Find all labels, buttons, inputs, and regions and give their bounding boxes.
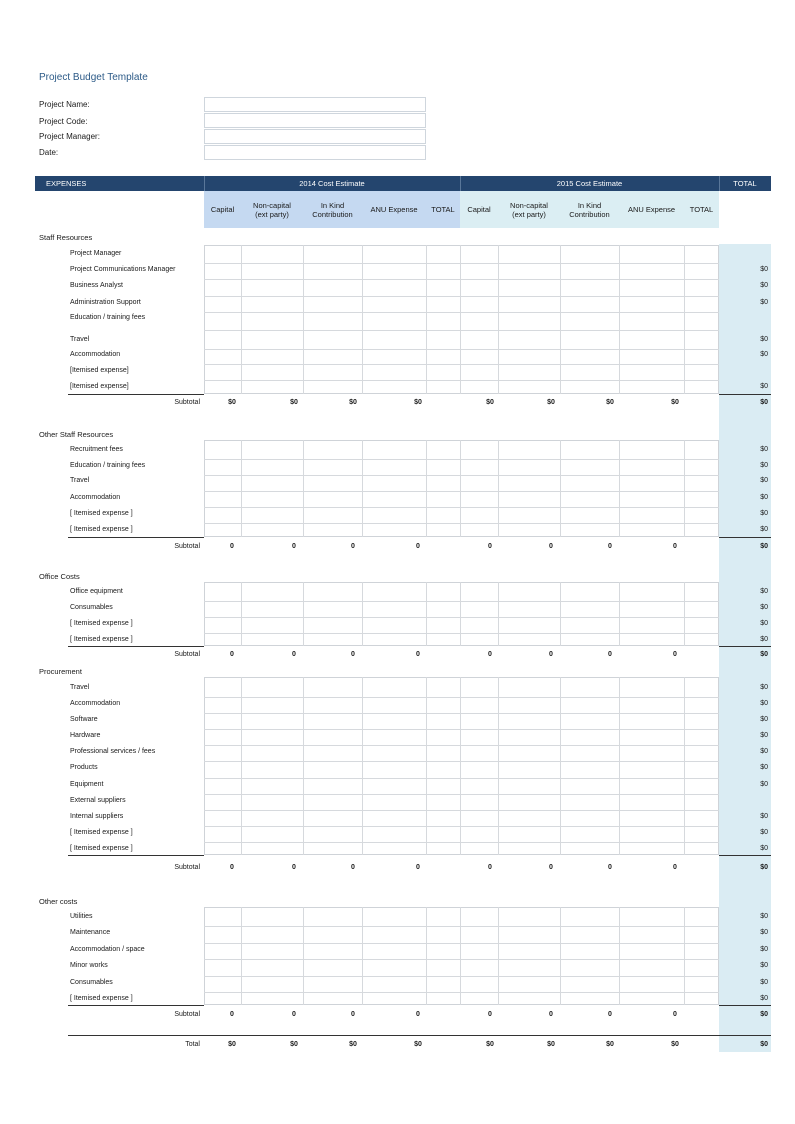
grand-total-value: $0 [349,1041,357,1048]
section-underline [719,855,771,856]
grid-column-line [560,245,561,394]
subtotal-value: $0 [228,399,236,406]
section-grid [204,245,719,394]
row-label: Consumables [70,604,113,611]
grid-column-line [498,907,499,1005]
grid-column-line [684,677,685,855]
subtotal-label: Subtotal [174,651,200,658]
date-label: Date: [39,148,59,157]
row-label: [ Itemised expense ] [70,636,133,643]
grid-column-line [241,245,242,394]
column-header: Non-capital (ext party) [510,201,548,219]
grid-row-line [204,713,719,714]
subtotal-value: 0 [230,864,234,871]
row-label: Products [70,764,98,771]
row-total: $0 [760,962,768,969]
row-total: $0 [760,620,768,627]
grid-column-line [460,582,461,646]
section-underline [719,646,771,647]
subtotal-value: $0 [290,399,298,406]
subtotal-value: 0 [673,864,677,871]
grid-column-line [303,907,304,1005]
subtotal-value: 0 [230,543,234,550]
row-total: $0 [760,477,768,484]
section-underline [68,394,204,395]
subtotal-value: 0 [673,651,677,658]
row-total: $0 [760,946,768,953]
subtotal-value: 0 [416,651,420,658]
subtotal-value: 0 [608,864,612,871]
section-underline [68,646,204,647]
grid-row-line [204,330,719,331]
row-label: Accommodation [70,351,121,358]
grid-row-line [204,842,719,843]
grid-column-line [460,677,461,855]
row-label: [Itemised expense] [70,367,129,374]
grand-total-value: $0 [547,1041,555,1048]
column-header: Capital [467,205,491,214]
row-label: Accommodation [70,700,121,707]
grid-column-line [560,677,561,855]
grid-column-line [362,245,363,394]
total-header: TOTAL [733,179,757,188]
grid-row-line [204,926,719,927]
grid-row-line [204,364,719,365]
row-total: $0 [760,813,768,820]
grid-column-line [460,907,461,1005]
row-total: $0 [760,764,768,771]
grid-column-line [460,245,461,394]
subtotal-value: 0 [416,543,420,550]
column-header: In Kind Contribution [569,201,610,219]
subtotal-value: 0 [608,1011,612,1018]
section-underline [68,855,204,856]
grid-row-line [204,826,719,827]
row-total: $0 [760,913,768,920]
row-label: Accommodation [70,494,121,501]
row-total: $0 [760,526,768,533]
row-total: $0 [760,748,768,755]
row-total: $0 [760,336,768,343]
column-header: ANU Expense [627,205,676,214]
grid-column-line [498,245,499,394]
row-label: Education / training fees [70,314,146,321]
row-label: [Itemised expense] [70,383,129,390]
row-label: [ Itemised expense ] [70,995,133,1002]
grid-column-line [426,245,427,394]
subtotal-total: $0 [760,651,768,658]
project-code-label: Project Code: [39,117,88,126]
subtotal-total: $0 [760,1011,768,1018]
grid-row-line [204,491,719,492]
row-label: Recruitment fees [70,446,123,453]
subtotal-value: 0 [416,1011,420,1018]
grid-column-line [362,907,363,1005]
header-divider [204,176,205,191]
row-total: $0 [760,266,768,273]
row-label: Business Analyst [70,282,123,289]
subtotal-value: $0 [671,399,679,406]
grid-column-line [303,677,304,855]
project-manager-label: Project Manager: [39,132,100,141]
grid-row-line [204,697,719,698]
grid-column-line [619,245,620,394]
grid-row-line [204,761,719,762]
row-total: $0 [760,282,768,289]
grid-column-line [498,582,499,646]
row-label: [ Itemised expense ] [70,845,133,852]
grid-row-line [204,633,719,634]
subtotal-total: $0 [760,399,768,406]
grid-row-line [204,729,719,730]
subtotal-value: 0 [549,1011,553,1018]
project-code-field[interactable] [204,113,426,128]
grid-column-line [619,677,620,855]
row-label: [ Itemised expense ] [70,526,133,533]
row-total: $0 [760,351,768,358]
grand-total-value: $0 [671,1041,679,1048]
subtotal-value: 0 [608,651,612,658]
expenses-header: EXPENSES [46,179,87,188]
row-total: $0 [760,995,768,1002]
grand-total-line [68,1035,771,1036]
estimate-2014-header: 2014 Cost Estimate [299,179,365,188]
section-underline [719,1005,771,1006]
row-total: $0 [760,732,768,739]
row-label: Consumables [70,979,113,986]
row-label: Maintenance [70,929,111,936]
grid-column-line [560,907,561,1005]
page-title: Project Budget Template [39,72,148,83]
subtotal-value: 0 [351,543,355,550]
row-label: Equipment [70,781,104,788]
grid-row-line [204,601,719,602]
grid-row-line [204,507,719,508]
grid-row-line [204,263,719,264]
column-header: Non-capital (ext party) [253,201,291,219]
grid-column-line [426,582,427,646]
row-label: Minor works [70,962,108,969]
grand-total-value: $0 [606,1041,614,1048]
grid-column-line [684,245,685,394]
subtotal-value: 0 [488,864,492,871]
subtotal-value: 0 [230,1011,234,1018]
grid-row-line [204,810,719,811]
subtotal-value: 0 [549,543,553,550]
subtotal-value: 0 [549,651,553,658]
subtotal-value: 0 [608,543,612,550]
section-grid [204,907,719,1005]
section-title: Staff Resources [39,233,93,242]
subtotal-label: Subtotal [174,864,200,871]
subtotal-label: Subtotal [174,1011,200,1018]
grid-row-line [204,296,719,297]
project-manager-field[interactable] [204,129,426,144]
grid-column-line [241,582,242,646]
subtotal-value: 0 [416,864,420,871]
grid-row-line [204,943,719,944]
subtotal-value: 0 [292,1011,296,1018]
section-underline [68,1005,204,1006]
row-label: [ Itemised expense ] [70,510,133,517]
row-label: Software [70,716,98,723]
subtotal-value: 0 [673,1011,677,1018]
grid-row-line [204,745,719,746]
estimate-2015-header: 2015 Cost Estimate [556,179,623,188]
grid-column-line [619,582,620,646]
row-label: Education / training fees [70,462,146,469]
section-title: Other Staff Resources [39,430,114,439]
subtotal-value: 0 [351,1011,355,1018]
grid-row-line [204,380,719,381]
grid-row-line [204,959,719,960]
grid-column-line [426,677,427,855]
grid-row-line [204,976,719,977]
row-total: $0 [760,446,768,453]
grid-row-line [204,794,719,795]
subtotal-value: $0 [486,399,494,406]
subtotal-value: 0 [488,651,492,658]
subtotal-value: 0 [292,543,296,550]
row-label: Utilities [70,913,93,920]
grand-total: $0 [760,1041,768,1048]
subtotal-value: $0 [414,399,422,406]
row-label: External suppliers [70,797,126,804]
subtotal-value: $0 [547,399,555,406]
row-total: $0 [760,716,768,723]
subtotal-value: 0 [673,543,677,550]
column-header: Capital [210,205,235,214]
row-label: Professional services / fees [70,748,156,755]
grid-row-line [204,992,719,993]
row-label: Administration Support [70,299,141,306]
column-header: TOTAL [689,205,714,214]
row-total: $0 [760,299,768,306]
row-total: $0 [760,462,768,469]
section-grid [204,677,719,855]
grid-column-line [362,582,363,646]
grand-total-value: $0 [486,1041,494,1048]
grid-row-line [204,475,719,476]
row-total: $0 [760,604,768,611]
subtotal-value: $0 [349,399,357,406]
grand-total-value: $0 [290,1041,298,1048]
row-label: [ Itemised expense ] [70,829,133,836]
row-total: $0 [760,781,768,788]
row-label: Travel [70,684,90,691]
subtotal-label: Subtotal [174,399,200,406]
row-label: Project Communications Manager [70,266,176,273]
subtotal-total: $0 [760,864,768,871]
grid-column-line [560,582,561,646]
subtotal-value: $0 [606,399,614,406]
section-underline [719,394,771,395]
project-name-label: Project Name: [39,100,90,109]
column-header: TOTAL [431,205,455,214]
row-total: $0 [760,700,768,707]
grid-row-line [204,778,719,779]
grid-column-line [362,677,363,855]
grid-row-line [204,279,719,280]
row-total: $0 [760,979,768,986]
grid-column-line [619,907,620,1005]
grand-total-value: $0 [414,1041,422,1048]
subtotal-label: Subtotal [174,543,200,550]
row-label: Project Manager [70,250,122,257]
grid-column-line [303,245,304,394]
project-name-field[interactable] [204,97,426,112]
subtotal-value: 0 [488,1011,492,1018]
row-total: $0 [760,929,768,936]
row-total: $0 [760,588,768,595]
section-title: Office Costs [39,572,80,581]
section-title: Other costs [39,897,78,906]
row-total: $0 [760,510,768,517]
section-underline [68,537,204,538]
grid-row-line [204,459,719,460]
row-label: Office equipment [70,588,123,595]
grand-total-label: Total [185,1041,200,1048]
date-field[interactable] [204,145,426,160]
column-header: ANU Expense [370,205,418,214]
row-label: [ Itemised expense ] [70,620,133,627]
subtotal-value: 0 [230,651,234,658]
grid-row-line [204,349,719,350]
grid-column-line [303,582,304,646]
grand-total-value: $0 [228,1041,236,1048]
row-label: Internal suppliers [70,813,124,820]
row-total: $0 [760,829,768,836]
grid-row-line [204,617,719,618]
row-label: Travel [70,336,90,343]
row-label: Hardware [70,732,101,739]
grid-column-line [684,907,685,1005]
row-total: $0 [760,494,768,501]
grid-column-line [241,677,242,855]
grid-column-line [684,582,685,646]
row-label: Travel [70,477,90,484]
subtotal-value: 0 [292,864,296,871]
subtotal-value: 0 [351,864,355,871]
subtotal-total: $0 [760,543,768,550]
grid-column-line [426,907,427,1005]
grid-column-line [241,907,242,1005]
grid-column-line [498,677,499,855]
subtotal-value: 0 [549,864,553,871]
grid-row-line [204,523,719,524]
header-divider [460,176,461,191]
row-label: Accommodation / space [70,946,145,953]
row-total: $0 [760,383,768,390]
header-divider [719,176,720,191]
subtotal-value: 0 [351,651,355,658]
row-total: $0 [760,684,768,691]
section-title: Procurement [39,667,82,676]
row-total: $0 [760,636,768,643]
row-total: $0 [760,845,768,852]
subtotal-value: 0 [292,651,296,658]
subtotal-value: 0 [488,543,492,550]
column-header: In Kind Contribution [312,201,353,219]
section-underline [719,537,771,538]
grid-row-line [204,312,719,313]
section-grid [204,582,719,646]
